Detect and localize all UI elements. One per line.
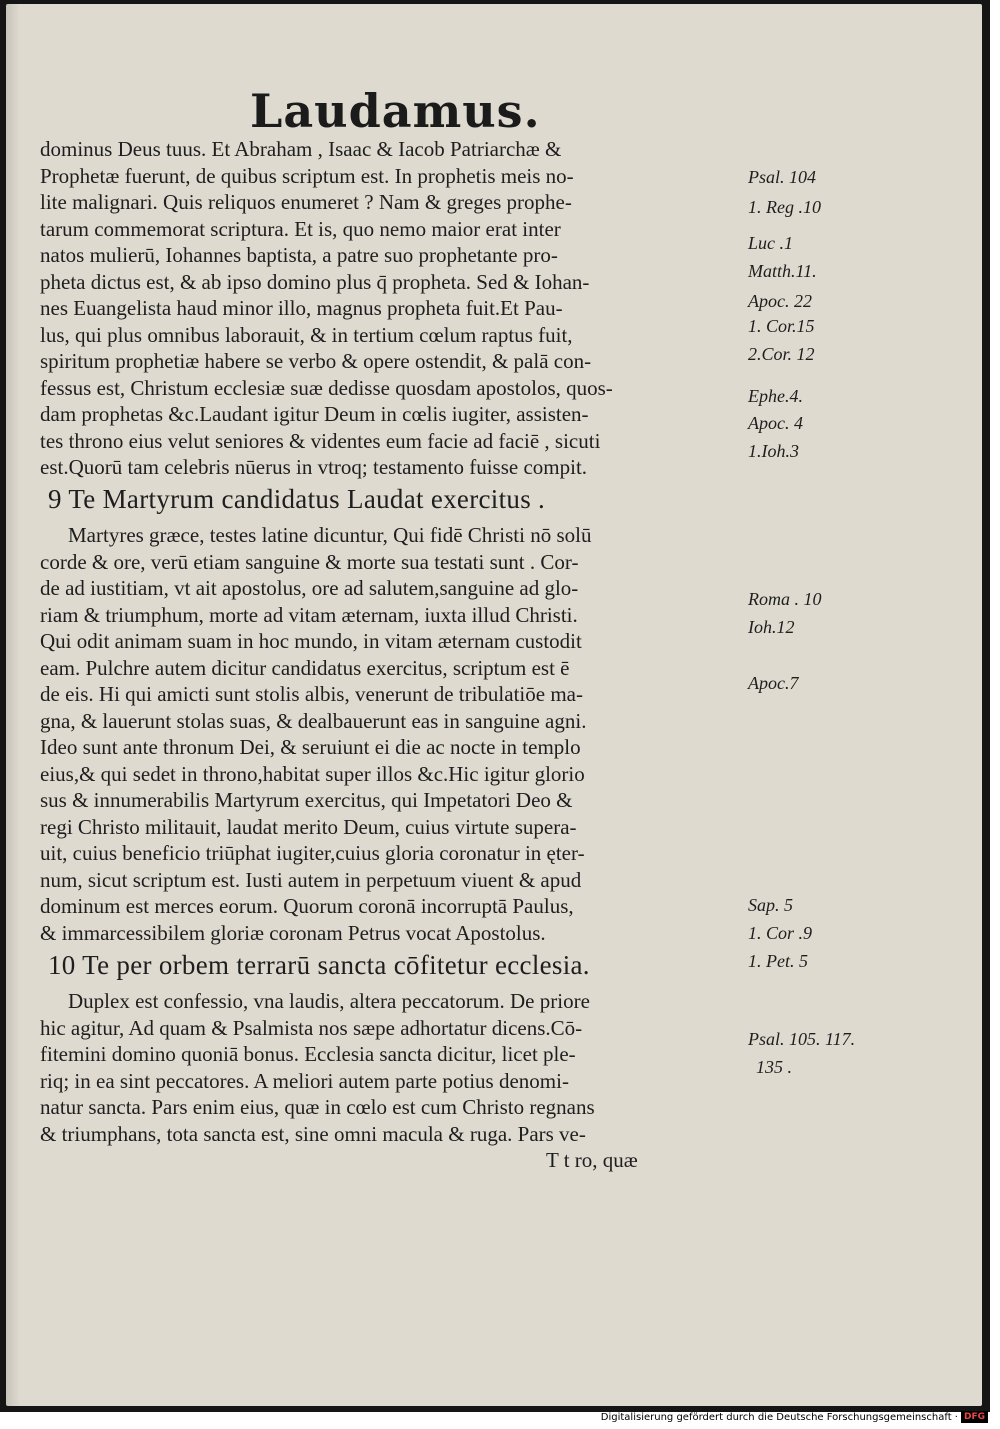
- text-line: corde & ore, verū etiam sanguine & morte sua testati sunt . Cor-: [40, 550, 579, 574]
- margin-reference: Luc .1: [748, 233, 793, 253]
- text-line: fitemini domino quoniā bonus. Ecclesia sancta dicitur, licet ple-: [40, 1042, 576, 1066]
- text-line: spiritum prophetiæ habere se verbo & opere ostendit, & palā con-: [40, 349, 592, 373]
- text-line: sus & innumerabilis Martyrum exercitus, qui Impetatori Deo &: [40, 788, 573, 812]
- digitization-credit: [601, 1411, 988, 1423]
- margin-reference: 1.Ioh.3: [748, 441, 799, 461]
- text-line: eius,& qui sedet in throno,habitat super illos &c.Hic igitur glorio: [40, 762, 585, 786]
- margin-reference: 135 .: [756, 1057, 792, 1077]
- margin-reference: Ephe.4.: [748, 386, 803, 406]
- margin-reference: 1. Reg .10: [748, 197, 821, 217]
- text-line: nes Euangelista haud minor illo, magnus propheta fuit.Et Pau-: [40, 296, 563, 320]
- text-line: Qui odit animam suam in hoc mundo, in vitam æternam custodit: [40, 629, 582, 653]
- margin-reference: Apoc. 22: [748, 291, 812, 311]
- text-line: natur sancta. Pars enim eius, quæ in cœlo est cum Christo regnans: [40, 1095, 595, 1119]
- text-line: Prophetæ fuerunt, de quibus scriptum est. In prophetis meis no-: [40, 164, 574, 188]
- text-line: Duplex est confessio, vna laudis, altera peccatorum. De priore: [68, 989, 590, 1013]
- margin-reference: Roma . 10: [748, 589, 822, 609]
- text-line: & triumphans, tota sancta est, sine omni macula & ruga. Pars ve-: [40, 1122, 586, 1146]
- margin-reference: Psal. 105. 117.: [748, 1029, 856, 1049]
- margin-reference: Psal. 104: [748, 167, 817, 187]
- margin-reference: 1. Cor .9: [748, 923, 813, 943]
- margin-reference: Apoc.7: [748, 673, 799, 693]
- text-line: uit, cuius beneficio triūphat iugiter,cuius gloria coronatur in ęter-: [40, 841, 585, 865]
- text-line: gna, & lauerunt stolas suas, & dealbauerunt eas in sanguine agni.: [40, 709, 587, 733]
- text-line: eam. Pulchre autem dicitur candidatus exercitus, scriptum est ē: [40, 656, 570, 680]
- margin-reference: Sap. 5: [748, 895, 793, 915]
- section-heading: 10 Te per orbem terrarū sancta cōfitetur ecclesia.: [48, 950, 590, 980]
- text-line: regi Christo militauit, laudat merito Deum, cuius virtute supera-: [40, 815, 577, 839]
- text-line: hic agitur, Ad quam & Psalmista nos sæpe adhortatur dicens.Cō-: [40, 1016, 583, 1040]
- margin-reference: 2.Cor. 12: [748, 344, 815, 364]
- text-line: T t ro, quæ: [546, 1148, 638, 1172]
- text-line: tarum commemorat scriptura. Et is, quo nemo maior erat inter: [40, 217, 561, 241]
- margin-reference: 1. Pet. 5: [748, 951, 808, 971]
- text-line: est.Quorū tam celebris nūerus in vtroq; testamento fuisse compit.: [40, 455, 588, 479]
- margin-reference: Matth.11.: [748, 261, 817, 281]
- text-line: lite malignari. Quis reliquos enumeret ? Nam & greges prophe-: [40, 190, 572, 214]
- margin-reference: Ioh.12: [748, 617, 795, 637]
- text-line: dominum est merces eorum. Quorum coronā incorruptā Paulus,: [40, 894, 574, 918]
- dfg-logo: DFG: [961, 1411, 988, 1423]
- section-heading: 9 Te Martyrum candidatus Laudat exercitus .: [48, 484, 546, 514]
- text-line: dominus Deus tuus. Et Abraham , Isaac & Iacob Patriarchæ &: [40, 137, 562, 161]
- text-line: natos mulierū, Iohannes baptista, a patre suo prophetante pro-: [40, 243, 558, 267]
- book-page: [6, 4, 982, 1406]
- running-heading: Laudamus.: [250, 84, 541, 138]
- text-line: de eis. Hi qui amicti sunt stolis albis, venerunt de tribulatiōe ma-: [40, 682, 583, 706]
- text-line: riam & triumphum, morte ad vitam æternam, iuxta illud Christi.: [40, 603, 578, 627]
- credit-text: Digitalisierung gefördert durch die Deutsche Forschungsgemeinschaft ·: [600, 1411, 958, 1423]
- margin-reference: Apoc. 4: [748, 413, 803, 433]
- text-line: num, sicut scriptum est. Iusti autem in perpetuum viuent & apud: [40, 868, 582, 892]
- text-line: de ad iustitiam, vt ait apostolus, ore ad salutem,sanguine ad glo-: [40, 576, 579, 600]
- text-line: Martyres græce, testes latine dicuntur, Qui fidē Christi nō solū: [68, 523, 592, 547]
- margin-reference: 1. Cor.15: [748, 316, 815, 336]
- text-line: dam prophetas &c.Laudant igitur Deum in cœlis iugiter, assisten-: [40, 402, 589, 426]
- text-line: tes throno eius velut seniores & videntes eum facie ad faciē , sicuti: [40, 429, 601, 453]
- text-line: pheta dictus est, & ab ipso domino plus q̄ propheta. Sed & Iohan-: [40, 270, 590, 294]
- text-line: fessus est, Christum ecclesiæ suæ dedisse quosdam apostolos, quos-: [40, 376, 613, 400]
- text-line: lus, qui plus omnibus laborauit, & in tertium cœlum raptus fuit,: [40, 323, 573, 347]
- text-line: & immarcessibilem gloriæ coronam Petrus vocat Apostolus.: [40, 921, 546, 945]
- text-line: Ideo sunt ante thronum Dei, & seruiunt ei die ac nocte in templo: [40, 735, 581, 759]
- text-line: riq; in ea sint peccatores. A meliori autem parte potius denomi-: [40, 1069, 569, 1093]
